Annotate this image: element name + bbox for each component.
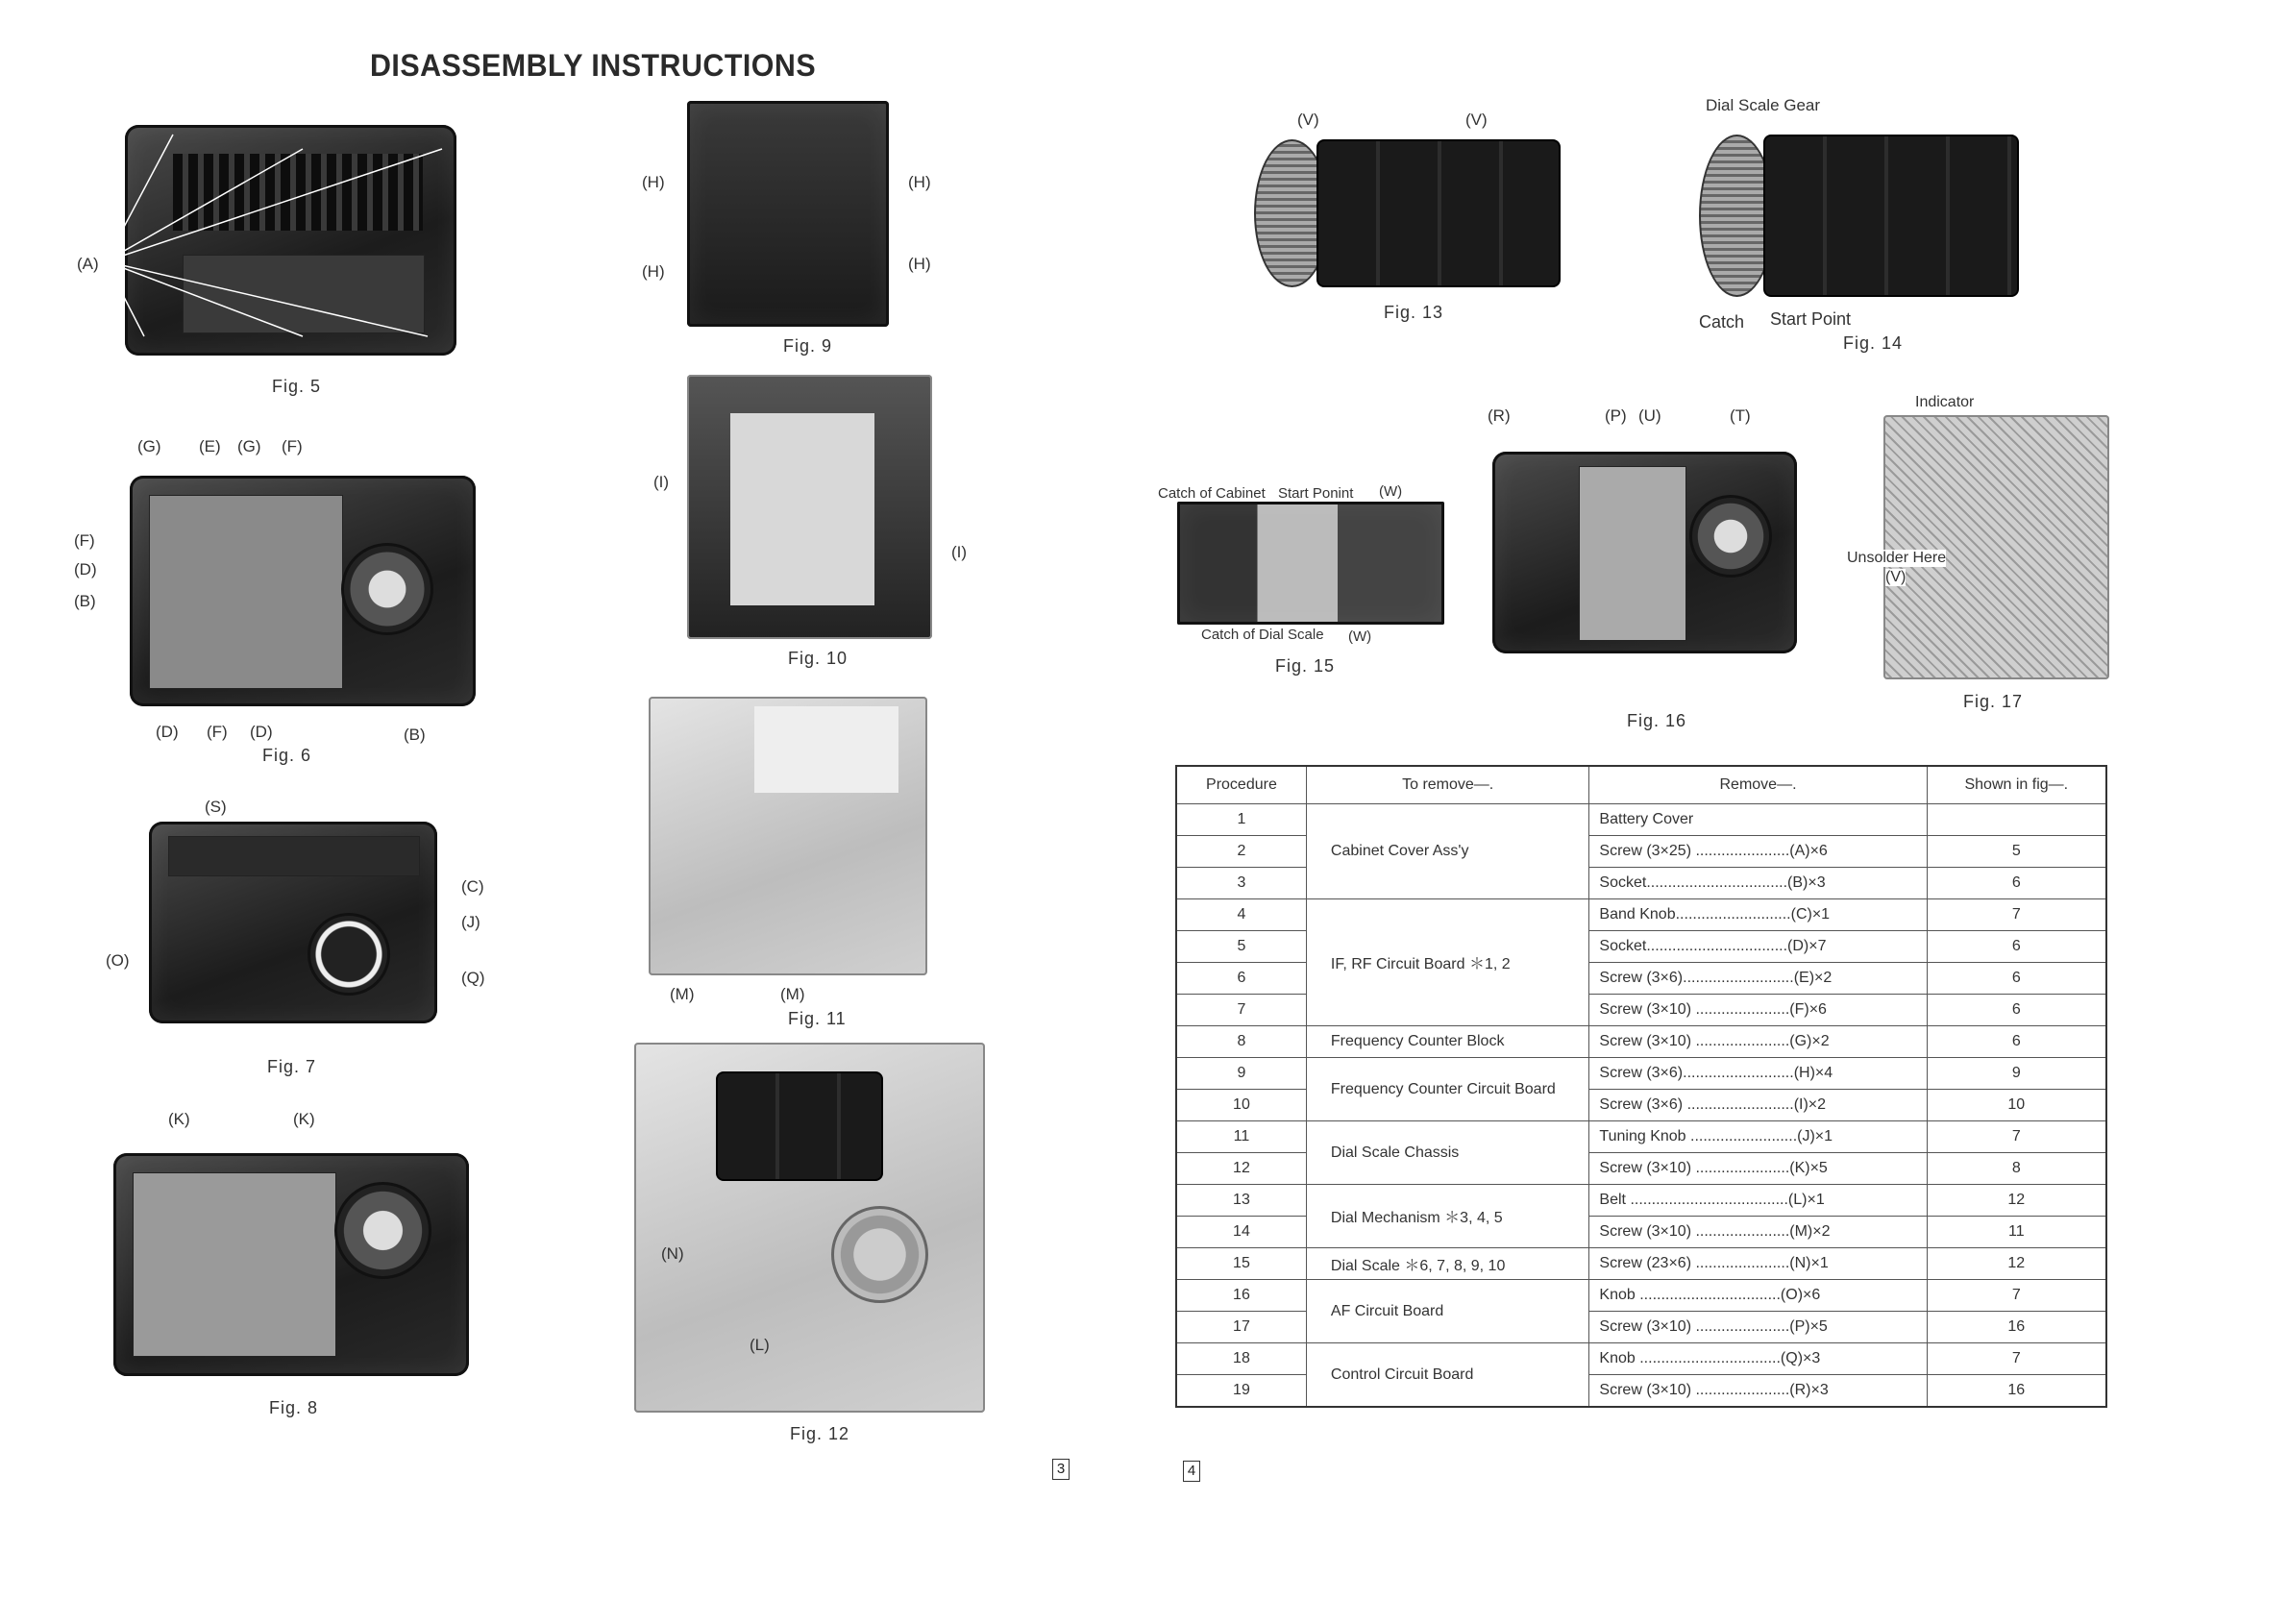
table-row	[1176, 1058, 2106, 1090]
shown-in-figure: 8	[1927, 1153, 2106, 1185]
procedure-number: 17	[1176, 1312, 1306, 1343]
procedure-table	[1175, 765, 2107, 1408]
table-row	[1176, 804, 2106, 836]
fig15-label-w2: (W)	[1348, 628, 1372, 645]
fig12-photo	[634, 1043, 985, 1413]
fig10-caption: Fig. 10	[788, 649, 849, 668]
fig12-label-l: (L)	[750, 1336, 770, 1354]
part-to-remove: Screw (3×10) ......................(R)×3	[1589, 1375, 1927, 1408]
part-to-remove: Battery Cover	[1589, 804, 1927, 836]
fig15-label-catch-dial: Catch of Dial Scale	[1201, 627, 1324, 643]
fig13-label-v2: (V)	[1465, 111, 1488, 129]
fig14-label-gear: Dial Scale Gear	[1706, 96, 1821, 114]
shown-in-figure: 16	[1927, 1312, 2106, 1343]
procedure-number: 2	[1176, 836, 1306, 868]
shown-in-figure: 6	[1927, 1026, 2106, 1058]
fig15-photo	[1177, 502, 1444, 625]
fig13-caption: Fig. 13	[1384, 303, 1444, 322]
shown-in-figure: 6	[1927, 963, 2106, 995]
fig6-label-e: (E)	[199, 437, 221, 455]
fig13-drum	[1316, 139, 1561, 287]
component-to-remove: Control Circuit Board	[1306, 1343, 1589, 1408]
shown-in-figure: 7	[1927, 1121, 2106, 1153]
part-to-remove: Tuning Knob .........................(J)×1	[1589, 1121, 1927, 1153]
table-row	[1176, 1280, 2106, 1312]
fig7-label-c: (C)	[461, 877, 484, 896]
shown-in-figure: 12	[1927, 1185, 2106, 1217]
procedure-number: 10	[1176, 1090, 1306, 1121]
fig6-photo	[130, 476, 476, 706]
fig6-label-f2: (F)	[74, 531, 95, 550]
procedure-number: 11	[1176, 1121, 1306, 1153]
part-to-remove: Knob .................................(Q)×3	[1589, 1343, 1927, 1375]
part-to-remove: Screw (3×10) ......................(M)×2	[1589, 1217, 1927, 1248]
shown-in-figure: 9	[1927, 1058, 2106, 1090]
fig8-label-k1: (K)	[168, 1110, 190, 1128]
shown-in-figure: 7	[1927, 1343, 2106, 1375]
fig16-photo	[1492, 452, 1797, 653]
fig17-caption: Fig. 17	[1963, 692, 2024, 711]
fig10-label-i1: (I)	[653, 473, 670, 491]
fig6-label-g2: (G)	[237, 437, 261, 455]
fig14-label-catch: Catch	[1699, 312, 1745, 332]
fig9-photo	[687, 101, 889, 327]
procedure-number: 18	[1176, 1343, 1306, 1375]
fig17-label-indicator: Indicator	[1915, 394, 1975, 410]
procedure-number: 13	[1176, 1185, 1306, 1217]
header-remove: Remove—.	[1589, 766, 1927, 804]
page-title: DISASSEMBLY INSTRUCTIONS	[370, 48, 817, 83]
shown-in-figure: 16	[1927, 1375, 2106, 1408]
page-number-right: 4	[1183, 1461, 1200, 1482]
fig11-label-m2: (M)	[780, 985, 805, 1003]
component-to-remove: IF, RF Circuit Board ＊1, 2	[1306, 899, 1589, 1026]
fig7-caption: Fig. 7	[267, 1057, 317, 1076]
procedure-number: 14	[1176, 1217, 1306, 1248]
part-to-remove: Screw (3×10) ......................(K)×5	[1589, 1153, 1927, 1185]
fig6-caption: Fig. 6	[262, 746, 312, 765]
fig7-label-j: (J)	[461, 913, 480, 931]
header-to-remove: To remove—.	[1306, 766, 1589, 804]
shown-in-figure: 11	[1927, 1217, 2106, 1248]
fig8-label-k2: (K)	[293, 1110, 315, 1128]
fig10-label-i2: (I)	[951, 543, 968, 561]
fig15-caption: Fig. 15	[1275, 656, 1336, 676]
fig7-label-o: (O)	[106, 951, 130, 970]
fig14-caption: Fig. 14	[1843, 333, 1904, 353]
part-to-remove: Screw (3×6)..........................(E)×2	[1589, 963, 1927, 995]
component-to-remove: Dial Mechanism ＊3, 4, 5	[1306, 1185, 1589, 1248]
component-to-remove: Dial Scale ＊6, 7, 8, 9, 10	[1306, 1248, 1589, 1280]
fig16-label-r: (R)	[1488, 406, 1511, 425]
header-shown-in-fig: Shown in fig—.	[1927, 766, 2106, 804]
procedure-number: 3	[1176, 868, 1306, 899]
fig11-photo	[649, 697, 927, 975]
fig11-label-m1: (M)	[670, 985, 695, 1003]
shown-in-figure	[1927, 804, 2106, 836]
fig6-label-b1: (B)	[74, 592, 96, 610]
fig7-label-q: (Q)	[461, 969, 485, 987]
fig6-label-f3: (F)	[207, 723, 228, 741]
part-to-remove: Screw (3×10) ......................(G)×2	[1589, 1026, 1927, 1058]
fig9-label-h2: (H)	[908, 173, 931, 191]
part-to-remove: Socket.................................(B)×3	[1589, 868, 1927, 899]
shown-in-figure: 6	[1927, 931, 2106, 963]
fig15-label-catch-cabinet: Catch of Cabinet	[1158, 485, 1266, 502]
procedure-number: 4	[1176, 899, 1306, 931]
part-to-remove: Band Knob...........................(C)×1	[1589, 899, 1927, 931]
fig17-label-v: (V)	[1885, 569, 1907, 585]
component-to-remove: Dial Scale Chassis	[1306, 1121, 1589, 1185]
page-number-left: 3	[1052, 1459, 1070, 1480]
fig17-photo	[1883, 415, 2109, 679]
fig8-photo	[113, 1153, 469, 1376]
fig14-label-start: Start Point	[1770, 309, 1852, 329]
fig15-label-w1: (W)	[1379, 483, 1403, 500]
procedure-number: 16	[1176, 1280, 1306, 1312]
table-row	[1176, 1026, 2106, 1058]
fig10-photo	[687, 375, 932, 639]
component-to-remove: Frequency Counter Circuit Board	[1306, 1058, 1589, 1121]
fig16-caption: Fig. 16	[1627, 711, 1687, 730]
procedure-number: 1	[1176, 804, 1306, 836]
fig9-caption: Fig. 9	[783, 336, 833, 356]
procedure-number: 6	[1176, 963, 1306, 995]
procedure-number: 12	[1176, 1153, 1306, 1185]
part-to-remove: Belt .....................................(L)×1	[1589, 1185, 1927, 1217]
fig6-label-d2: (D)	[156, 723, 179, 741]
fig6-label-d1: (D)	[74, 560, 97, 578]
fig16-label-p: (P)	[1605, 406, 1627, 425]
shown-in-figure: 7	[1927, 899, 2106, 931]
fig13-label-v1: (V)	[1297, 111, 1319, 129]
part-to-remove: Screw (3×6)..........................(H)×4	[1589, 1058, 1927, 1090]
fig7-label-s: (S)	[205, 798, 227, 816]
fig14-drum	[1763, 135, 2019, 297]
procedure-table-body	[1176, 804, 2106, 1408]
shown-in-figure: 12	[1927, 1248, 2106, 1280]
fig6-label-f1: (F)	[282, 437, 303, 455]
table-row	[1176, 1343, 2106, 1375]
part-to-remove: Screw (23×6) ......................(N)×1	[1589, 1248, 1927, 1280]
part-to-remove: Screw (3×10) ......................(F)×6	[1589, 995, 1927, 1026]
procedure-number: 19	[1176, 1375, 1306, 1408]
component-to-remove: AF Circuit Board	[1306, 1280, 1589, 1343]
fig9-label-h4: (H)	[908, 255, 931, 273]
table-row	[1176, 899, 2106, 931]
procedure-number: 15	[1176, 1248, 1306, 1280]
fig9-label-h1: (H)	[642, 173, 665, 191]
fig9-label-h3: (H)	[642, 262, 665, 281]
procedure-number: 7	[1176, 995, 1306, 1026]
procedure-number: 9	[1176, 1058, 1306, 1090]
fig16-label-t: (T)	[1730, 406, 1751, 425]
fig5-label-a: (A)	[77, 255, 99, 273]
fig15-label-start: Start Ponint	[1278, 485, 1354, 502]
shown-in-figure: 10	[1927, 1090, 2106, 1121]
fig8-caption: Fig. 8	[269, 1398, 319, 1417]
fig6-label-b2: (B)	[404, 726, 426, 744]
shown-in-figure: 6	[1927, 868, 2106, 899]
shown-in-figure: 5	[1927, 836, 2106, 868]
procedure-number: 8	[1176, 1026, 1306, 1058]
part-to-remove: Socket.................................(D)×7	[1589, 931, 1927, 963]
table-row	[1176, 1248, 2106, 1280]
part-to-remove: Screw (3×10) ......................(P)×5	[1589, 1312, 1927, 1343]
fig7-photo	[149, 822, 437, 1023]
shown-in-figure: 7	[1927, 1280, 2106, 1312]
fig17-label-unsolder: Unsolder Here	[1847, 550, 1947, 566]
fig12-caption: Fig. 12	[790, 1424, 850, 1443]
header-procedure: Procedure	[1176, 766, 1306, 804]
component-to-remove: Cabinet Cover Ass'y	[1306, 804, 1589, 899]
fig5-caption: Fig. 5	[272, 377, 322, 396]
shown-in-figure: 6	[1927, 995, 2106, 1026]
part-to-remove: Screw (3×25) ......................(A)×6	[1589, 836, 1927, 868]
fig6-label-d3: (D)	[250, 723, 273, 741]
part-to-remove: Knob .................................(O)×6	[1589, 1280, 1927, 1312]
fig6-label-g1: (G)	[137, 437, 161, 455]
fig12-label-n: (N)	[661, 1244, 684, 1263]
fig16-label-u: (U)	[1638, 406, 1661, 425]
fig5-photo	[125, 125, 456, 356]
component-to-remove: Frequency Counter Block	[1306, 1026, 1589, 1058]
part-to-remove: Screw (3×6) .........................(I)×2	[1589, 1090, 1927, 1121]
procedure-number: 5	[1176, 931, 1306, 963]
table-row	[1176, 1121, 2106, 1153]
table-header-row	[1176, 766, 2106, 804]
fig11-caption: Fig. 11	[788, 1009, 847, 1028]
table-row	[1176, 1185, 2106, 1217]
